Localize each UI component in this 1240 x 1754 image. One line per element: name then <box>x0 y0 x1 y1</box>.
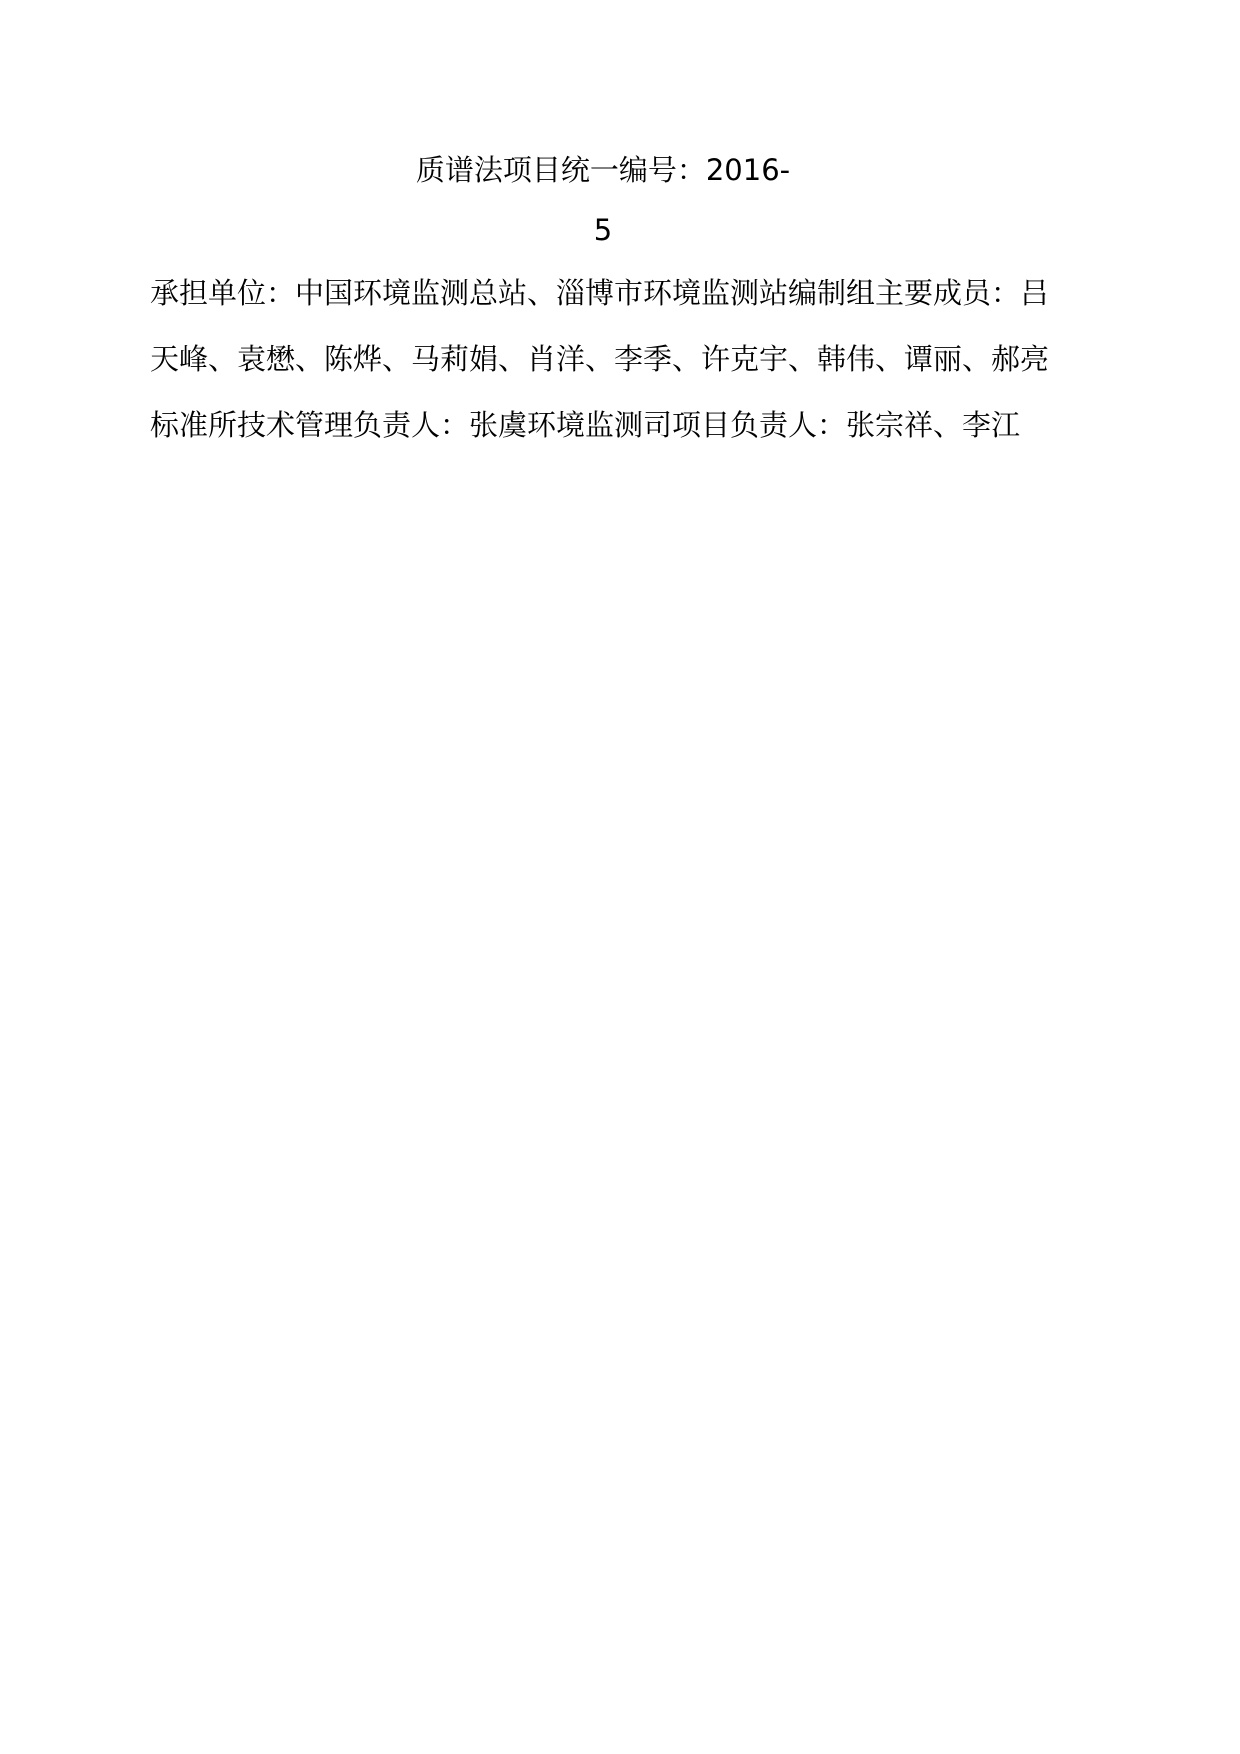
team-members-line: 天峰、袁懋、陈烨、马莉娟、肖洋、李季、许克宇、韩伟、谭丽、郝亮 <box>150 342 1050 376</box>
project-number-heading: 质谱法项目统一编号：2016- <box>415 153 791 187</box>
undertaking-units-line: 承担单位：中国环境监测总站、淄博市环境监测站编制组主要成员：吕 <box>150 276 1050 310</box>
project-number-continuation: 5 <box>593 213 613 247</box>
responsible-persons-line: 标准所技术管理负责人：张虞环境监测司项目负责人：张宗祥、李江 <box>150 408 1021 442</box>
